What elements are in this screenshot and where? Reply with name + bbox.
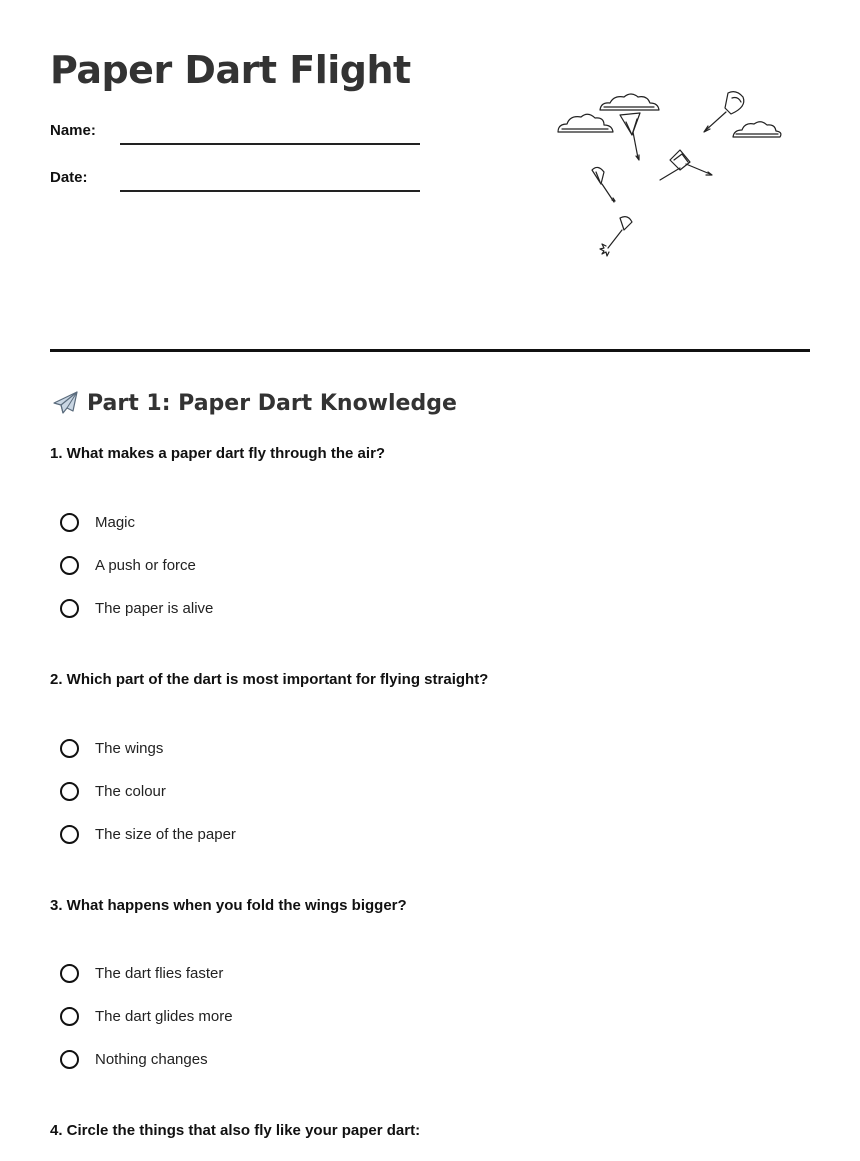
radio-button[interactable] (60, 825, 79, 844)
option-q2-c[interactable] (60, 822, 236, 846)
option-label: The size of the paper (95, 825, 236, 843)
darts-and-clouds-illustration (540, 60, 790, 270)
radio-button[interactable] (60, 739, 79, 758)
name-label: Name: (50, 122, 96, 139)
option-q2-b[interactable] (60, 779, 166, 803)
option-label: The dart flies faster (95, 964, 224, 982)
dart-icon (660, 150, 712, 180)
radio-button[interactable] (60, 1050, 79, 1069)
date-input-line[interactable] (120, 190, 420, 192)
option-q1-b[interactable] (60, 553, 196, 577)
cloud-icon (600, 94, 659, 110)
radio-button[interactable] (60, 1007, 79, 1026)
radio-button[interactable] (60, 782, 79, 801)
dart-icon (600, 217, 632, 256)
airplane-icon (50, 388, 80, 418)
option-label: The wings (95, 739, 164, 757)
radio-button[interactable] (60, 964, 79, 983)
question-2: 2. Which part of the dart is most important for flying straight? (50, 671, 489, 688)
radio-button[interactable] (60, 556, 79, 575)
question-4: 4. Circle the things that also fly like your paper dart: (50, 1122, 421, 1139)
date-label: Date: (50, 169, 88, 186)
question-1: 1. What makes a paper dart fly through the air? (50, 445, 386, 462)
cloud-icon (733, 122, 781, 137)
question-3: 3. What happens when you fold the wings bigger? (50, 897, 407, 914)
option-q1-a[interactable] (60, 510, 135, 534)
option-q2-a[interactable] (60, 736, 163, 760)
dart-icon (704, 92, 744, 132)
section-title-part1 (50, 388, 457, 418)
radio-button[interactable] (60, 599, 79, 618)
page-title: Paper Dart Flight (50, 48, 411, 92)
dart-icon (620, 113, 640, 160)
option-label: A push or force (95, 556, 196, 574)
option-q3-a[interactable] (60, 961, 223, 985)
dart-icon (592, 167, 615, 202)
option-q1-c[interactable] (60, 596, 213, 620)
option-label: The paper is alive (95, 599, 214, 617)
option-label: The colour (95, 782, 166, 800)
section-divider (50, 349, 810, 352)
cloud-icon (558, 114, 613, 132)
option-label: Magic (95, 513, 136, 531)
option-q3-c[interactable] (60, 1047, 208, 1071)
name-input-line[interactable] (120, 143, 420, 145)
section-title-text: Part 1: Paper Dart Knowledge (87, 390, 457, 416)
radio-button[interactable] (60, 513, 79, 532)
option-q3-b[interactable] (60, 1004, 233, 1028)
option-label: Nothing changes (95, 1050, 208, 1068)
option-label: The dart glides more (95, 1007, 233, 1025)
